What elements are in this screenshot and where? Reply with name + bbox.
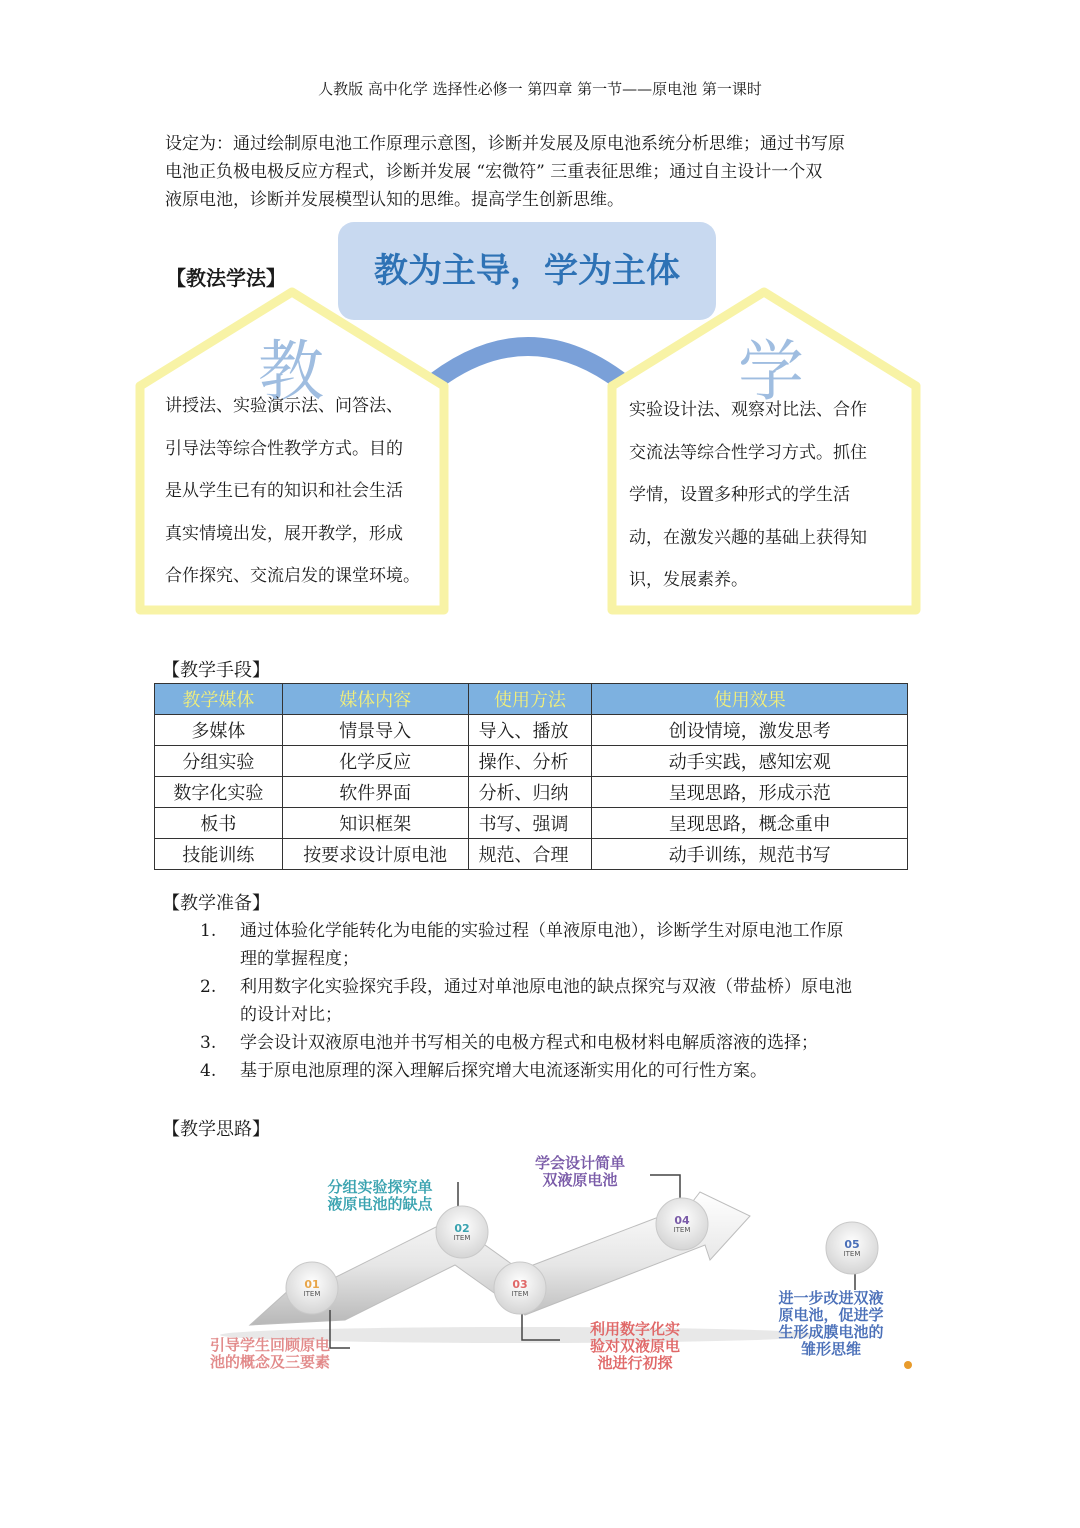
step-label-02 <box>298 1179 462 1213</box>
teach-line: 讲授法、实验演示法、问答法、 <box>165 396 403 416</box>
table-header-row <box>155 684 908 715</box>
table-cell: 动手实践，感知宏观 <box>592 746 908 777</box>
step-line: 池的概念及三要素 <box>209 1353 330 1371</box>
learn-line: 实验设计法、观察对比法、合作 <box>629 400 867 420</box>
step-line: 生形成膜电池的 <box>778 1323 884 1341</box>
list-line: 的设计对比； <box>240 1005 342 1025</box>
list-number: 4. <box>200 1061 217 1081</box>
roadmap-title: 【教学思路】 <box>162 1119 270 1140</box>
table-cell: 导入、播放 <box>468 715 592 746</box>
item-word: ITEM <box>673 1226 691 1234</box>
table-header: 教学媒体 <box>155 684 283 715</box>
item-number: 04 <box>674 1214 690 1227</box>
item-number: 03 <box>512 1278 528 1291</box>
item-badge-03 <box>500 1279 540 1298</box>
table-cell: 技能训练 <box>155 839 283 870</box>
step-line: 双液原电池 <box>542 1171 618 1189</box>
teach-line: 合作探究、交流启发的课堂环境。 <box>165 566 420 586</box>
teach-line: 是从学生已有的知识和社会生活 <box>165 481 403 501</box>
item-badge-04 <box>662 1215 702 1234</box>
list-line: 学会设计双液原电池并书写相关的电极方程式和电极材料电解质溶液的选择； <box>240 1033 818 1053</box>
step-line: 利用数字化实 <box>589 1320 680 1338</box>
item-badge-02 <box>442 1223 482 1242</box>
learn-char: 学 <box>738 333 804 410</box>
teach-text <box>165 385 445 598</box>
item-word: ITEM <box>843 1250 861 1258</box>
learn-line: 交流法等综合性学习方式。抓住 <box>629 442 867 463</box>
list-item <box>200 917 920 973</box>
step-line: 进一步改进双液 <box>778 1289 884 1307</box>
learn-text <box>629 389 909 602</box>
item-number: 02 <box>454 1222 470 1235</box>
item-word: ITEM <box>303 1290 321 1298</box>
step-label-05 <box>748 1290 914 1358</box>
prep-title: 【教学准备】 <box>162 893 270 914</box>
learn-line: 学情，设置多种形式的学生活 <box>629 485 850 505</box>
teach-char: 教 <box>258 333 324 410</box>
table-cell: 分组实验 <box>155 746 283 777</box>
intro-line: 电池正负极电极反应方程式，诊断并发展 “宏微符” 三重表征思维；通过自主设计一个双 <box>165 162 823 182</box>
means-title: 【教学手段】 <box>162 660 270 681</box>
table-row <box>155 808 908 839</box>
list-item <box>200 1057 920 1085</box>
table-cell: 软件界面 <box>282 777 468 808</box>
table-row <box>155 839 908 870</box>
table-cell: 化学反应 <box>282 746 468 777</box>
list-line: 通过体验化学能转化为电能的实验过程（单液原电池），诊断学生对原电池工作原 <box>240 921 844 941</box>
learn-line: 识，发展素养。 <box>629 570 748 590</box>
table-header: 媒体内容 <box>282 684 468 715</box>
table-cell: 操作、分析 <box>468 746 592 777</box>
methods-title: 【教法学法】 <box>166 266 286 290</box>
step-label-01 <box>180 1337 360 1371</box>
list-line: 理的掌握程度； <box>240 949 359 969</box>
teach-line: 真实情境出发，展开教学，形成 <box>165 523 403 544</box>
list-number: 3. <box>200 1033 217 1053</box>
step-line: 雏形思维 <box>800 1340 861 1358</box>
table-cell: 多媒体 <box>155 715 283 746</box>
table-cell: 书写、强调 <box>468 808 592 839</box>
list-item <box>200 1029 920 1057</box>
teach-line: 引导法等综合性教学方式。目的 <box>165 438 403 459</box>
step-line: 原电池，促进学 <box>778 1306 884 1324</box>
table-cell: 知识框架 <box>282 808 468 839</box>
list-line: 基于原电池原理的深入理解后探究增大电流逐渐实用化的可行性方案。 <box>240 1061 767 1081</box>
table-cell: 分析、归纳 <box>468 777 592 808</box>
table-cell: 数字化实验 <box>155 777 283 808</box>
decor-dot <box>904 1361 912 1369</box>
intro-line: 设定为：通过绘制原电池工作原理示意图，诊断并发展及原电池系统分析思维；通过书写原 <box>165 134 845 154</box>
table-cell: 动手训练，规范书写 <box>592 839 908 870</box>
item-badge-01 <box>292 1279 332 1298</box>
slogan: 教为主导，学为主体 <box>374 251 680 291</box>
methods-diagram <box>0 0 1080 640</box>
prep-list <box>200 917 920 1085</box>
table-header: 使用方法 <box>468 684 592 715</box>
step-line: 分组实验探究单 <box>327 1178 433 1196</box>
learn-line: 动，在激发兴趣的基础上获得知 <box>629 527 867 548</box>
table-cell: 创设情境，激发思考 <box>592 715 908 746</box>
item-number: 01 <box>304 1278 320 1291</box>
item-badge-05 <box>832 1239 872 1258</box>
step-line: 液原电池的缺点 <box>327 1195 433 1213</box>
page-header: 人教版 高中化学 选择性必修一 第四章 第一节——原电池 第一课时 <box>318 80 762 98</box>
step-line: 引导学生回顾原电 <box>209 1336 330 1354</box>
intro-line: 液原电池，诊断并发展模型认知的思维。提高学生创新思维。 <box>165 190 624 210</box>
step-line: 验对双液原电 <box>589 1337 680 1355</box>
step-line: 池进行初探 <box>597 1354 673 1372</box>
step-line: 学会设计简单 <box>534 1154 625 1172</box>
table-row <box>155 715 908 746</box>
table-row <box>155 746 908 777</box>
item-word: ITEM <box>511 1290 529 1298</box>
item-word: ITEM <box>453 1234 471 1242</box>
item-number: 05 <box>844 1238 860 1251</box>
list-line: 利用数字化实验探究手段，通过对单池原电池的缺点探究与双液（带盐桥）原电池 <box>240 977 852 997</box>
step-label-03 <box>560 1321 710 1372</box>
step-label-04 <box>505 1155 655 1189</box>
table-row <box>155 777 908 808</box>
table-cell: 规范、合理 <box>468 839 592 870</box>
means-table <box>154 683 908 870</box>
table-cell: 呈现思路，概念重申 <box>592 808 908 839</box>
table-cell: 按要求设计原电池 <box>282 839 468 870</box>
list-number: 1. <box>200 921 217 941</box>
table-cell: 呈现思路，形成示范 <box>592 777 908 808</box>
list-number: 2. <box>200 977 217 997</box>
table-header: 使用效果 <box>592 684 908 715</box>
table-cell: 情景导入 <box>282 715 468 746</box>
list-item <box>200 973 920 1029</box>
table-cell: 板书 <box>155 808 283 839</box>
